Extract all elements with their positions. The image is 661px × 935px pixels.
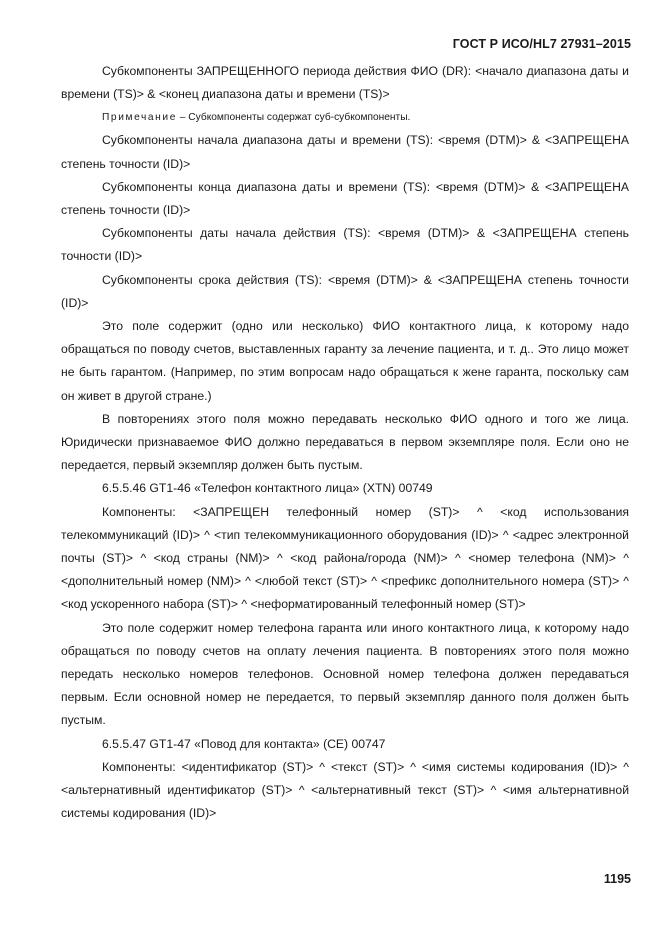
paragraph-repetitions: В повторениях этого поля можно передавать несколько ФИО одного и того же лица. Юридически признаваемое ФИО должно передаваться в первом экземпляре поля. Если оно не передается, первый экземпляр должен быть пустым.	[61, 411, 629, 473]
section-heading-gt1-46: 6.5.5.46 GT1-46 «Телефон контактного лица» (XTN) 00749	[102, 481, 433, 496]
paragraph-range-start-subcomponents: Субкомпоненты начала диапазона даты и времени (TS): <время (DTM)> & <ЗАПРЕЩЕНА степень точности (ID)>	[61, 133, 629, 171]
document-header: ГОСТ Р ИСО/HL7 27931–2015	[452, 37, 631, 51]
paragraph-dr-subcomponents: Субкомпоненты ЗАПРЕЩЕННОГО периода действия ФИО (DR): <начало диапазона даты и времени (TS)> & <конец диапазона даты и времени (TS)>	[61, 64, 629, 102]
paragraph-effective-date-subcomponents: Субкомпоненты даты начала действия (TS): <время (DTM)> & <ЗАПРЕЩЕНА степень точности (ID)>	[61, 226, 629, 264]
section-heading-gt1-47: 6.5.5.47 GT1-47 «Повод для контакта» (CE) 00747	[102, 736, 386, 751]
paragraph-gt1-46-description: Это поле содержит номер телефона гаранта или иного контактного лица, к которому надо обращаться по поводу счетов на оплату лечения пациента. В повторениях этого поля можно передать несколько номеров телефонов. Основной номер телефона должен передаваться первым. Если основной номер не передается, то первый экземпляр данного поля должен быть пустым.	[61, 620, 629, 728]
paragraph-field-description: Это поле содержит (одно или несколько) ФИО контактного лица, к которому надо обращаться по поводу счетов, выставленных гаранту за лечение пациента, и т. д.. Это лицо может не быть гарантом. (Например, по этим вопросам надо обращаться к жене гаранта, поскольку сам он живет в другой стране.)	[61, 319, 629, 403]
note	[61, 106, 629, 129]
note-label: Примечание	[102, 112, 177, 124]
paragraph-gt1-47-components: Компоненты: <идентификатор (ST)> ^ <текст (ST)> ^ <имя системы кодирования (ID)> ^ <альтернативный идентификатор (ST)> ^ <альтернативный текст (ST)> ^ <имя альтернативной системы кодирования (ID)>	[61, 759, 629, 821]
page-number: 1195	[603, 872, 631, 886]
paragraph-range-end-subcomponents: Субкомпоненты конца диапазона даты и времени (TS): <время (DTM)> & <ЗАПРЕЩЕНА степень точности (ID)>	[61, 179, 629, 218]
paragraph-expiration-subcomponents: Субкомпоненты срока действия (TS): <время (DTM)> & <ЗАПРЕЩЕНА степень точности (ID)>	[61, 272, 629, 310]
document-body	[61, 60, 629, 826]
note-text: – Субкомпоненты содержат суб-субкомпоненты.	[176, 112, 411, 124]
paragraph-gt1-46-components: Компоненты: <ЗАПРЕЩЕН телефонный номер (ST)> ^ <код использования телекоммуникаций (ID)> ^ <тип телекоммуникационного оборудования (ID)> ^ <адрес электронной почты (ST)> ^ <код страны (NM)> ^ <код района/города (NM)> ^ <номер телефона (NM)> ^ <дополнительный номер (NM)> ^ <любой текст (ST)> ^ <префикс дополнительного номера (ST)> ^ <код ускоренного набора (ST)> ^ <неформатированный телефонный номер (ST)>	[61, 504, 629, 612]
